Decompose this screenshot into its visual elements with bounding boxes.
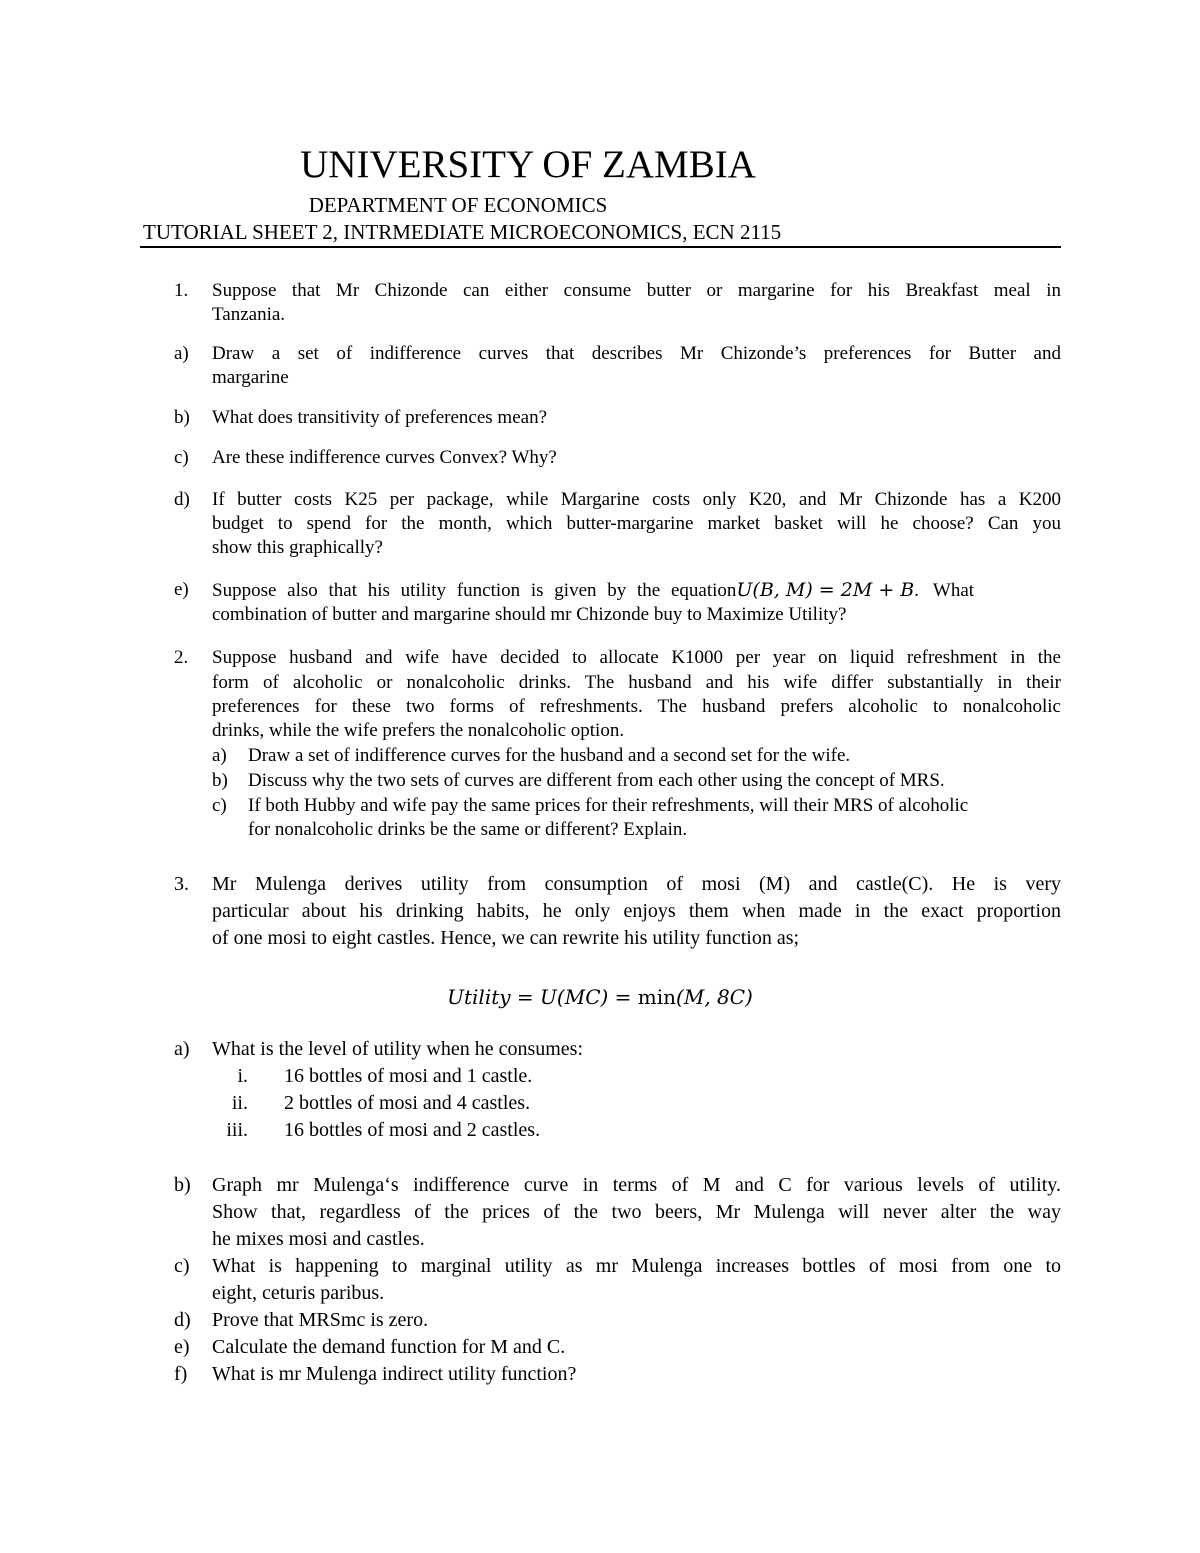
q2-c-line-2: for nonalcoholic drinks be the same or different? Explain. [248,819,688,840]
q1-e-equation: U(B, M) = 2M + B [736,579,915,601]
q2-c-line-1: If both Hubby and wife pay the same prices for their refreshments, will their MRS of alcoholic [248,795,969,816]
q1-d-line-1: If butter costs K25 per package, while Margarine costs only K20, and Mr Chizonde has a K200 [212,489,1061,510]
q3-d-mark: d) [174,1309,191,1331]
q3-a-i-text: 16 bottles of mosi and 1 castle. [284,1065,533,1087]
question-2-line-2: form of alcoholic or nonalcoholic drinks. The husband and his wife differ substantially in their [212,672,1061,693]
q3-a-ii-text: 2 bottles of mosi and 4 castles. [284,1092,531,1114]
formula-eq-2: = [608,985,638,1009]
question-2-line-1: Suppose husband and wife have decided to allocate K1000 per year on liquid refreshment in the [212,647,1061,668]
q1-e-what: . What [914,580,975,601]
q1-e-mark: e) [174,579,189,600]
formula-u: U [540,985,557,1009]
q3-e-mark: e) [174,1336,190,1358]
formula-args: (MC) [556,985,609,1009]
header-rule [140,246,1061,248]
q3-b-mark: b) [174,1174,191,1196]
formula-eq-1: = [510,985,541,1009]
q3-e-line-1: Calculate the demand function for M and C. [212,1336,566,1358]
q1-a-mark: a) [174,343,189,364]
question-2-line-3: preferences for these two forms of refreshments. The husband prefers alcoholic to nonalcoholic [212,696,1061,717]
question-3-number: 3. [174,873,189,895]
q3-a-iii-text: 16 bottles of mosi and 2 castles. [284,1119,541,1141]
formula-min: min [637,985,677,1009]
q3-c-mark: c) [174,1255,190,1277]
question-1-number: 1. [174,280,189,301]
q3-f-mark: f) [174,1363,188,1385]
university-title: UNIVERSITY OF ZAMBIA [300,143,756,186]
q1-e-text: Suppose also that his utility function is given by the equation [212,580,737,601]
department-title: DEPARTMENT OF ECONOMICS [308,193,608,217]
q2-b-mark: b) [212,770,228,791]
question-1-line-1: Suppose that Mr Chizonde can either consume butter or margarine for his Breakfast meal in [212,280,1061,301]
q1-a-line-1: Draw a set of indifference curves that describes Mr Chizonde’s preferences for Butter and [212,343,1061,364]
q2-a-mark: a) [212,745,227,766]
q3-b-line-3: he mixes mosi and castles. [212,1228,425,1250]
q3-b-line-2: Show that, regardless of the prices of the two beers, Mr Mulenga will never alter the way [212,1201,1061,1223]
utility-formula [0,985,1200,1009]
formula-lhs: Utility [447,985,511,1009]
q3-d-line-1: Prove that MRSmc is zero. [212,1309,429,1331]
q3-b-line-1: Graph mr Mulenga‘s indifference curve in terms of M and C for various levels of utility. [212,1174,1061,1196]
question-1-line-2: Tanzania. [212,304,286,325]
q3-c-line-2: eight, ceturis paribus. [212,1282,385,1304]
question-2-line-4: drinks, while the wife prefers the nonalcoholic option. [212,720,625,741]
question-2-number: 2. [174,647,189,668]
q1-a-line-2: margarine [212,367,289,388]
q1-d-line-3: show this graphically? [212,537,383,558]
q1-e-line-2: combination of butter and margarine should mr Chizonde buy to Maximize Utility? [212,604,847,625]
q1-e-line-1 [212,578,1061,604]
q2-a-line-1: Draw a set of indifference curves for the husband and a second set for the wife. [248,745,851,766]
q2-c-mark: c) [212,795,227,816]
q3-f-line-1: What is mr Mulenga indirect utility function? [212,1363,577,1385]
question-3-line-3: of one mosi to eight castles. Hence, we can rewrite his utility function as; [212,927,800,949]
q1-d-mark: d) [174,489,190,510]
question-3-line-2: particular about his drinking habits, he only enjoys them when made in the exact proportion [212,900,1061,922]
sheet-title: TUTORIAL SHEET 2, INTRMEDIATE MICROECONOMICS, ECN 2115 [143,220,782,244]
q3-a-line-1: What is the level of utility when he consumes: [212,1038,584,1060]
q1-b-line-1: What does transitivity of preferences mean? [212,407,547,428]
q3-a-ii-mark: ii. [231,1092,248,1114]
q1-c-mark: c) [174,447,189,468]
q3-a-iii-mark: iii. [226,1119,248,1141]
q1-c-line-1: Are these indifference curves Convex? Why? [212,447,557,468]
formula-inner: (M, 8C) [676,985,753,1009]
q3-a-mark: a) [174,1038,190,1060]
q3-c-line-1: What is happening to marginal utility as mr Mulenga increases bottles of mosi from one to [212,1255,1061,1277]
q1-b-mark: b) [174,407,190,428]
question-3-line-1: Mr Mulenga derives utility from consumption of mosi (M) and castle(C). He is very [212,873,1061,895]
q1-d-line-2: budget to spend for the month, which butter-margarine market basket will he choose? Can you [212,513,1061,534]
q3-a-i-mark: i. [237,1065,248,1087]
q2-b-line-1: Discuss why the two sets of curves are different from each other using the concept of MRS. [248,770,945,791]
